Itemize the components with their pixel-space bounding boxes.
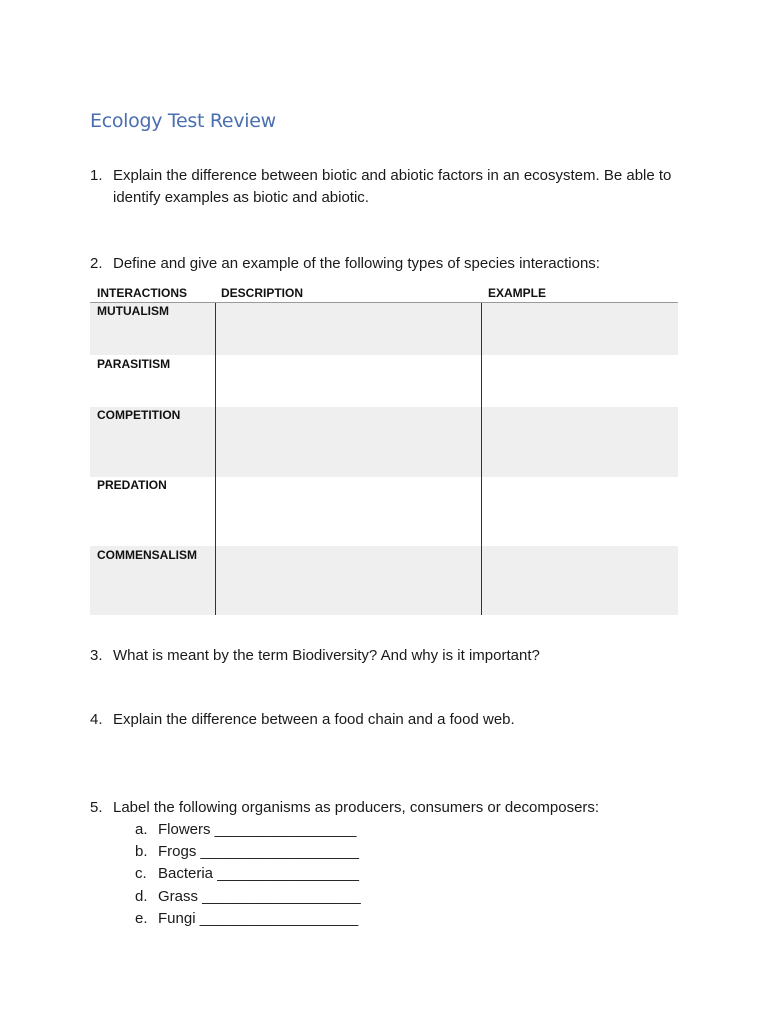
page-title: Ecology Test Review: [90, 110, 276, 132]
item-text: Frogs ___________________: [158, 843, 360, 861]
question-1: [90, 165, 680, 209]
item-letter: c.: [135, 865, 147, 883]
question-4: [90, 709, 680, 731]
question-number: 3.: [90, 647, 103, 664]
item-text: Bacteria _________________: [158, 865, 360, 883]
header-description: DESCRIPTION: [221, 286, 304, 300]
question-number: 2.: [90, 255, 103, 272]
table-row: [90, 477, 678, 546]
question-text: Explain the difference between biotic and abiotic factors in an ecosystem. Be able to identify examples as biotic and abiotic.: [113, 167, 672, 206]
row-label-mutualism: MUTUALISM: [97, 304, 169, 318]
list-item: [135, 886, 361, 908]
item-text: Grass ___________________: [158, 887, 361, 905]
row-label-parasitism: PARASITISM: [97, 357, 171, 371]
row-label-predation: PREDATION: [97, 478, 167, 492]
table-row: [90, 546, 678, 615]
table-header: [90, 284, 678, 303]
question-2: [90, 253, 680, 275]
question-text: Define and give an example of the following types of species interactions:: [113, 255, 600, 272]
question-number: 4.: [90, 711, 103, 728]
table-row: [90, 303, 678, 355]
item-text: Fungi ___________________: [158, 909, 359, 927]
item-letter: d.: [135, 887, 148, 905]
question-3: [90, 645, 680, 667]
column-divider: [215, 303, 216, 615]
list-item: [135, 863, 361, 885]
question-text: Explain the difference between a food chain and a food web.: [113, 711, 515, 728]
list-item: [135, 841, 361, 863]
item-letter: a.: [135, 821, 148, 838]
header-interactions: INTERACTIONS: [97, 286, 187, 300]
item-letter: b.: [135, 843, 148, 861]
question-number: 1.: [90, 167, 103, 184]
table-row: [90, 407, 678, 477]
row-label-commensalism: COMMENSALISM: [97, 548, 197, 562]
row-label-competition: COMPETITION: [97, 408, 181, 422]
column-divider: [481, 303, 482, 615]
question-5: [90, 797, 680, 819]
item-letter: e.: [135, 909, 148, 927]
question-text: Label the following organisms as producers, consumers or decomposers:: [113, 799, 600, 816]
table-row: [90, 355, 678, 407]
list-item: [135, 908, 361, 930]
question-number: 5.: [90, 799, 103, 816]
organism-list: [135, 819, 361, 930]
header-example: EXAMPLE: [488, 286, 547, 300]
list-item: [135, 819, 361, 841]
question-text: What is meant by the term Biodiversity? And why is it important?: [113, 647, 540, 664]
item-text: Flowers _________________: [158, 821, 357, 838]
interactions-table: [90, 284, 678, 615]
